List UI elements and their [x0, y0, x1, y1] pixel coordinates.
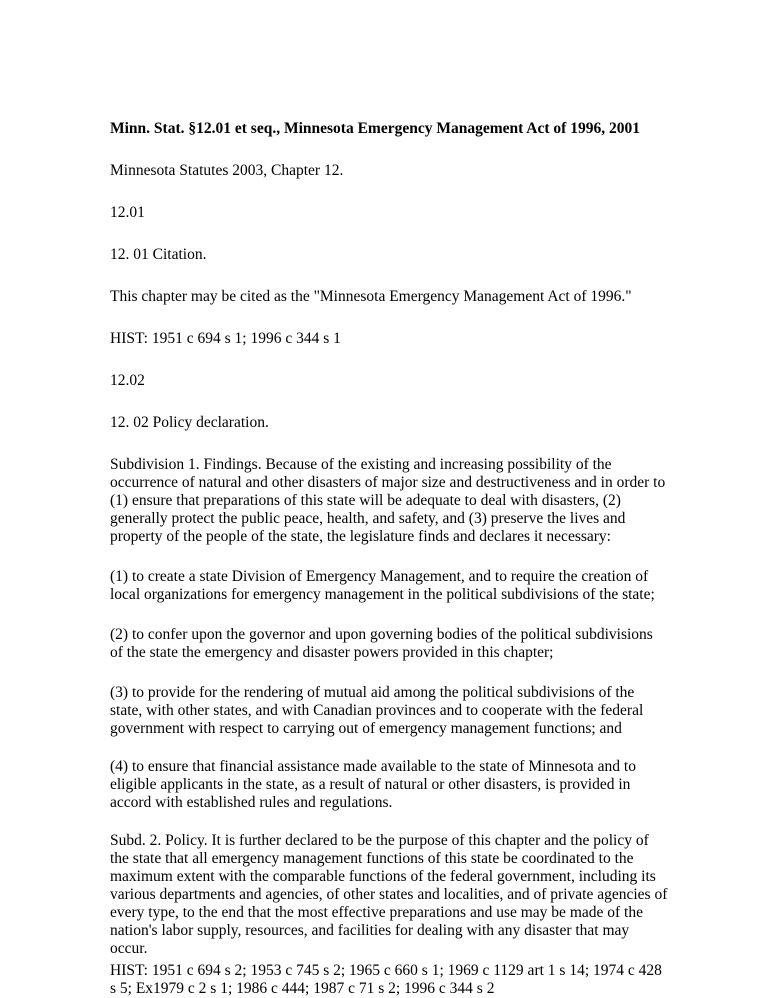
- section-heading-12-02: 12. 02 Policy declaration.: [110, 414, 269, 431]
- paragraph-line: (2) to confer upon the governor and upon governing bodies of the political subdivisions: [110, 626, 653, 643]
- paragraph-line: government with respect to carrying out of emergency management functions; and: [110, 720, 622, 737]
- history-12-02: [110, 962, 670, 998]
- paragraph-line: HIST: 1951 c 694 s 2; 1953 c 745 s 2; 1965 c 660 s 1; 1969 c 1129 art 1 s 14; 1974 c 428: [110, 962, 662, 979]
- paragraph-line: state, with other states, and with Canadian provinces and to cooperate with the federal: [110, 702, 644, 719]
- document-title: Minn. Stat. §12.01 et seq., Minnesota Emergency Management Act of 1996, 2001: [110, 120, 640, 137]
- paragraph-line: occur.: [110, 940, 148, 957]
- section-number-12-01: 12.01: [110, 204, 145, 221]
- section-number-12-02: 12.02: [110, 372, 145, 389]
- list-item-1: [110, 568, 670, 604]
- paragraph-line: eligible applicants in the state, as a result of natural or other disasters, is provided in: [110, 776, 631, 793]
- source-citation: Minnesota Statutes 2003, Chapter 12.: [110, 162, 344, 179]
- paragraph-line: occurrence of natural and other disasters of major size and destructiveness and in order to: [110, 474, 666, 491]
- paragraph-line: every type, to the end that the most effective preparations and use may be made of the: [110, 904, 643, 921]
- paragraph-line: generally protect the public peace, health, and safety, and (3) preserve the lives and: [110, 510, 626, 527]
- subdivision-2-policy: [110, 832, 670, 958]
- paragraph-line: of the state the emergency and disaster powers provided in this chapter;: [110, 644, 554, 661]
- paragraph-line: (4) to ensure that financial assistance made available to the state of Minnesota and to: [110, 758, 636, 775]
- paragraph-line: maximum extent with the comparable functions of the federal government, including its: [110, 868, 656, 885]
- section-text-12-01: This chapter may be cited as the "Minnesota Emergency Management Act of 1996.": [110, 288, 632, 305]
- list-item-4: [110, 758, 670, 812]
- section-heading-12-01: 12. 01 Citation.: [110, 246, 207, 263]
- history-12-01: HIST: 1951 c 694 s 1; 1996 c 344 s 1: [110, 330, 341, 347]
- paragraph-line: local organizations for emergency management in the political subdivisions of the state;: [110, 586, 655, 603]
- paragraph-line: (1) ensure that preparations of this state will be adequate to deal with disasters, (2): [110, 492, 621, 509]
- paragraph-line: Subdivision 1. Findings. Because of the existing and increasing possibility of the: [110, 456, 612, 473]
- paragraph-line: various departments and agencies, of other states and localities, and of private agencies of: [110, 886, 668, 903]
- paragraph-line: (3) to provide for the rendering of mutual aid among the political subdivisions of the: [110, 684, 635, 701]
- list-item-2: [110, 626, 670, 662]
- paragraph-line: s 5; Ex1979 c 2 s 1; 1986 c 444; 1987 c 71 s 2; 1996 c 344 s 2: [110, 980, 495, 997]
- paragraph-line: the state that all emergency management functions of this state be coordinated to the: [110, 850, 634, 867]
- paragraph-line: (1) to create a state Division of Emergency Management, and to require the creation of: [110, 568, 649, 585]
- paragraph-line: property of the people of the state, the legislature finds and declares it necessary:: [110, 528, 611, 545]
- paragraph-line: nation's labor supply, resources, and facilities for dealing with any disaster that may: [110, 922, 630, 939]
- list-item-3: [110, 684, 670, 738]
- paragraph-line: Subd. 2. Policy. It is further declared to be the purpose of this chapter and the policy of: [110, 832, 649, 849]
- paragraph-line: accord with established rules and regulations.: [110, 794, 393, 811]
- subdivision-1-findings: [110, 456, 670, 546]
